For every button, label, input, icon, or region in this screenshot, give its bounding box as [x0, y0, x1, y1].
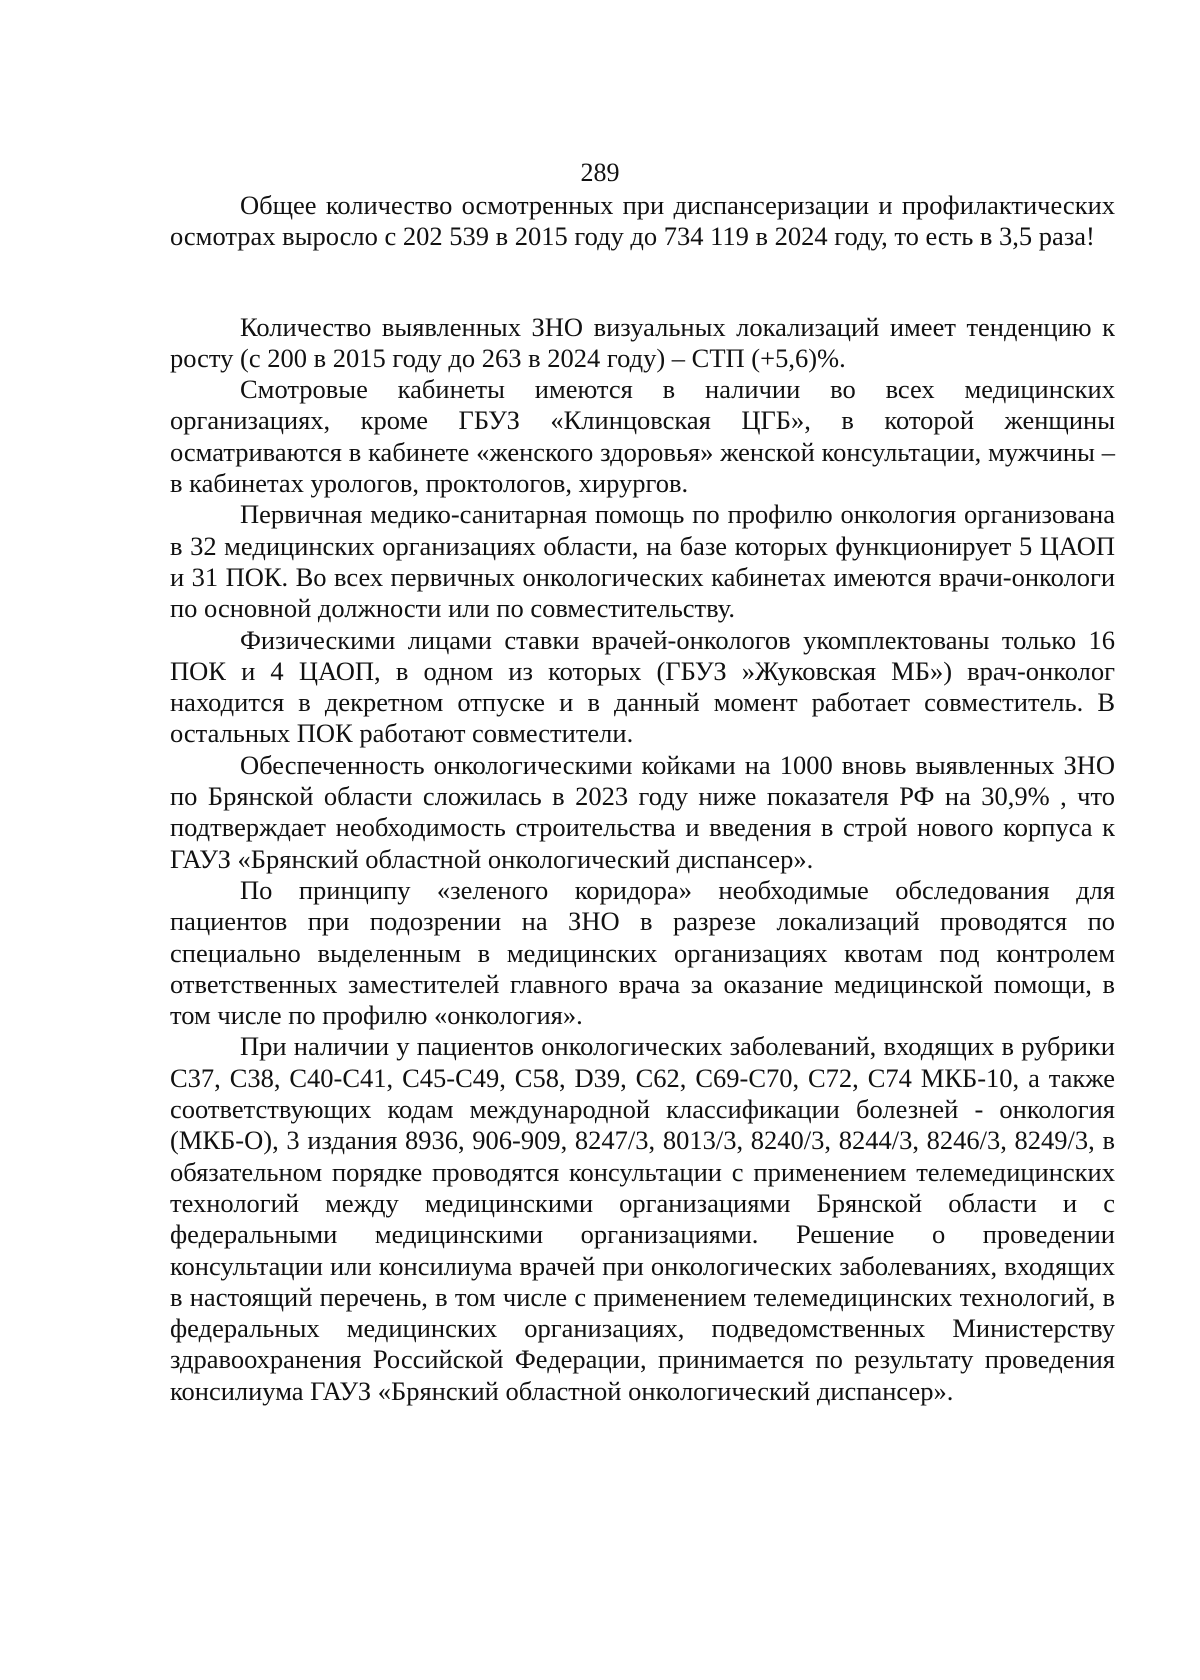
paragraph-primary-care: Первичная медико-санитарная помощь по профилю онкология организована в 32 медицинских организациях области, на базе которых функционирует 5 ЦАОП и 31 ПОК. Во всех первичных онкологических кабинетах имеются врачи-онкологи по основной должности или по совместительству. — [170, 499, 1115, 624]
paragraph-telemedicine: При наличии у пациентов онкологических заболеваний, входящих в рубрики С37, С38, С40-С41, С45-С49, С58, D39, С62, С69-С70, С72, С74 МКБ-10, а также соответствующих кодам международной классификации болезней - онкология (МКБ-О), 3 издания 8936, 906-909, 8247/3, 8013/3, 8240/3, 8244/3, 8246/3, 8249/3, в обязательном порядке проводятся консультации с применением телемедицинских технологий между медицинскими организациями Брянской области и с федеральными медицинскими организациями. Решение о проведении консультации или консилиума врачей при онкологических заболеваниях, входящих в настоящий перечень, в том числе с применением телемедицинских технологий, в федеральных медицинских организациях, подведомственных Министерству здравоохранения Российской Федерации, принимается по результату проведения консилиума ГАУЗ «Брянский областной онкологический диспансер». — [170, 1031, 1115, 1406]
paragraph-staffing: Физическими лицами ставки врачей-онкологов укомплектованы только 16 ПОК и 4 ЦАОП, в одном из которых (ГБУЗ »Жуковская МБ») врач-онколог находится в декретном отпуске и в данный момент работает совместитель. В остальных ПОК работают совместители. — [170, 624, 1115, 749]
paragraph-green-corridor: По принципу «зеленого коридора» необходимые обследования для пациентов при подозрении на ЗНО в разрезе локализаций проводятся по специально выделенным в медицинских организациях квотам под контролем ответственных заместителей главного врача за оказание медицинской помощи, в том числе по профилю «онкология». — [170, 874, 1115, 1031]
paragraph-bed-capacity: Обеспеченность онкологическими койками на 1000 вновь выявленных ЗНО по Брянской области сложилась в 2023 году ниже показателя РФ на 30,9% , что подтверждает необходимость строительства и введения в строй нового корпуса к ГАУЗ «Брянский областной онкологический диспансер». — [170, 749, 1115, 874]
paragraph-screening-totals: Общее количество осмотренных при диспансеризации и профилактических осмотрах выросло с 202 539 в 2015 году до 734 119 в 2024 году, то есть в 3,5 раза! — [170, 190, 1115, 252]
body-text — [170, 190, 1115, 1407]
paragraph-visual-localizations: Количество выявленных ЗНО визуальных локализаций имеет тенденцию к росту (с 200 в 2015 году до 263 в 2024 году) – СТП (+5,6)%. — [170, 311, 1115, 373]
page-number: 289 — [580, 158, 620, 187]
paragraph-examination-rooms: Смотровые кабинеты имеются в наличии во всех медицинских организациях, кроме ГБУЗ «Клинцовская ЦГБ», в которой женщины осматриваются в кабинете «женского здоровья» женской консультации, мужчины – в кабинетах урологов, проктологов, хирургов. — [170, 374, 1115, 499]
